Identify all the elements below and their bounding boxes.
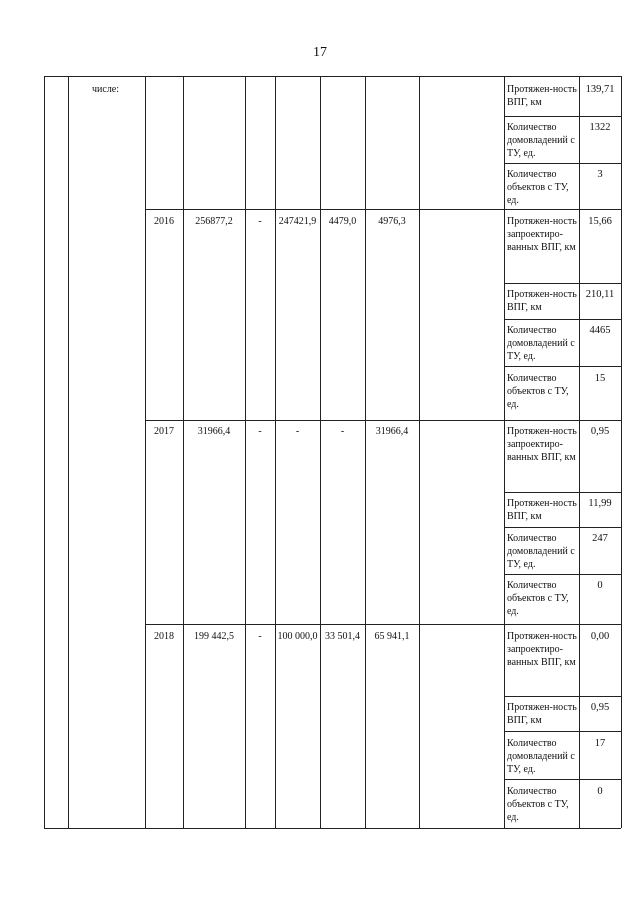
funding-cell: - [258,631,262,642]
indicator-label: Протяжен-ность запроектиро-ванных ВПГ, км [507,631,577,668]
total-cell: 256877,2 [195,216,233,227]
column-divider [504,76,505,828]
indicator-label: Количество домовладений с ТУ, ед. [507,533,575,570]
indicator-separator [504,731,621,732]
indicator-value: 0,95 [590,702,610,713]
funding-cell: 4479,0 [328,216,357,227]
column-divider [320,76,321,828]
indicator-label: Количество объектов с ТУ, ед. [507,373,569,410]
indicator-value: 15 [594,373,606,384]
indicator-value: 139,71 [585,84,615,95]
table-border-right [621,76,622,828]
funding-cell: 31966,4 [375,426,409,437]
year-cell: 2017 [154,426,174,437]
indicator-label: Протяжен-ность ВПГ, км [507,498,577,522]
table-border-top [44,76,621,77]
funding-cell: - [258,216,262,227]
indicator-separator [504,319,621,320]
indicator-label: Количество домовладений с ТУ, ед. [507,738,575,775]
indicator-value: 17 [594,738,606,749]
funding-cell: 100 000,0 [277,631,318,642]
indicator-value: 0,95 [590,426,610,437]
column-divider [419,76,420,828]
indicator-separator [504,163,621,164]
indicator-value: 4465 [589,325,611,336]
indicator-value: 15,66 [588,216,612,227]
indicator-label: Количество объектов с ТУ, ед. [507,786,569,823]
indicator-value: 210,11 [585,289,615,300]
funding-cell: - [295,426,300,437]
indicator-label: Количество домовладений с ТУ, ед. [507,325,575,362]
indicator-label: Протяжен-ность ВПГ, км [507,702,577,726]
column-divider [145,76,146,828]
funding-cell: 65 941,1 [374,631,410,642]
table-border-left [44,76,45,828]
column-divider [275,76,276,828]
indicator-value: 0 [597,786,603,797]
indicator-value: 0,00 [590,631,610,642]
total-cell: 31966,4 [197,426,231,437]
page-number: 17 [313,45,327,60]
funding-cell: 4976,3 [378,216,406,227]
table-border-bottom [44,828,621,829]
indicator-value: 0 [597,580,603,591]
indicator-separator [504,574,621,575]
indicator-separator [504,779,621,780]
indicator-value: 247 [592,533,608,544]
year-cell: 2016 [154,216,174,227]
indicator-separator [504,366,621,367]
program-table [44,76,621,828]
indicator-label: Протяжен-ность ВПГ, км [507,84,577,108]
funding-cell: - [340,426,345,437]
column-divider [579,76,580,828]
indicator-label: Протяжен-ность запроектиро-ванных ВПГ, км [507,426,577,463]
indicator-separator [504,492,621,493]
column-divider [183,76,184,828]
indicator-label: Количество домовладений с ТУ, ед. [507,122,575,159]
indicator-separator [504,527,621,528]
year-separator [145,420,621,421]
funding-cell: - [258,426,262,437]
indicator-separator [504,116,621,117]
year-separator [145,209,621,210]
year-cell: 2018 [154,631,174,642]
year-separator [145,624,621,625]
indicator-separator [504,283,621,284]
column-divider [68,76,69,828]
indicator-label: Протяжен-ность запроектиро-ванных ВПГ, км [507,216,577,253]
column-divider [245,76,246,828]
indicator-label: Количество объектов с ТУ, ед. [507,169,569,206]
indicator-value: 3 [597,169,603,180]
category-label: числе: [92,84,120,95]
total-cell: 199 442,5 [194,631,234,642]
funding-cell: 33 501,4 [325,631,360,642]
column-divider [365,76,366,828]
indicator-separator [504,696,621,697]
indicator-label: Количество объектов с ТУ, ед. [507,580,569,617]
indicator-value: 11,99 [588,498,612,509]
indicator-label: Протяжен-ность ВПГ, км [507,289,577,313]
indicator-value: 1322 [589,122,611,133]
funding-cell: 247421,9 [278,216,317,227]
